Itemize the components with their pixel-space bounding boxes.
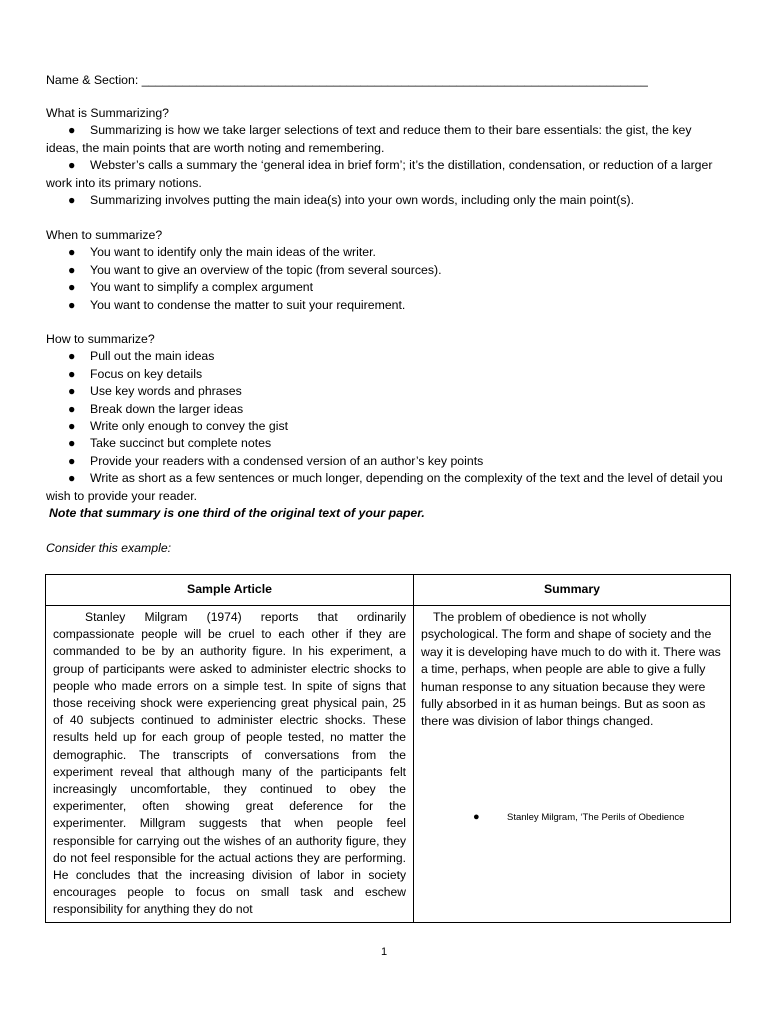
name-section-line [46,72,646,89]
how-bullet-8: ● Write as short as a few sentences or much longer, depending on the complexity of the text and the level of detail you wish to provide your reader. [46,471,723,503]
sample-article-header: Sample Article [46,575,414,606]
bullet-icon: ● [68,366,76,381]
how-bullet-3: ● Use key words and phrases [68,383,726,400]
citation [415,809,729,826]
citation-text: Stanley Milgram, ‘The Perils of Obedience [507,811,685,823]
when-bullet-2: ● You want to give an overview of the topic (from several sources). [68,262,726,279]
how-bullet-7: ● Provide your readers with a condensed version of an author’s key points [68,453,726,470]
bullet-icon: ● [68,471,76,486]
bullet-icon: ● [68,436,76,451]
what-bullet-2: ● Webster’s calls a summary the ‘general idea in brief form’; it’s the distillation, condensation, or reduction of a larger work into its primary notions. [46,158,713,190]
how-to-summarize-section [46,331,726,522]
bullet-icon: ● [473,810,480,823]
when-bullet-4: ● You want to condense the matter to suit your requirement. [68,297,726,314]
how-bullet-6: ● Take succinct but complete notes [68,435,726,452]
sample-article-text: Stanley Milgram (1974) reports that ordinarily compassionate people will be cruel to each other if they are commanded to be by an authority figure. In his experiment, a group of participants were asked to administer electric shocks to people who made errors on a simple test. In spite of signs that those receiving shock were experiencing great physical pain, 25 of 40 subjects continued to administer electric shocks. These results held up for each group of people tested, no matter the demographic. The transcripts of conversations from the experiment reveal that although many of the participants felt increasingly uncomfortable, they continued to obey the experimenter, often showing great deference for the experimenter. Millgram suggests that when people feel responsible for carrying out the wishes of an authority figure, they do not feel responsible for the actual actions they are performing. He concludes that the increasing division of labor in society encourages people to focus on small task and eschew responsibility for anything they do not [53,610,406,917]
bullet-icon: ● [68,349,76,364]
name-section-label: Name & Section: [46,73,139,87]
page-number: 1 [380,946,388,958]
how-bullet-5: ● Write only enough to convey the gist [68,418,726,435]
how-to-summarize-heading: How to summarize? [46,332,155,346]
when-to-summarize-section [46,227,726,314]
when-bullet-1: ● You want to identify only the main ideas of the writer. [68,244,726,261]
bullet-icon: ● [68,297,76,312]
summary-cell [414,606,731,923]
how-bullet-1: ● Pull out the main ideas [68,348,726,365]
what-bullet-1: ● Summarizing is how we take larger selections of text and reduce them to their bare essentials: the gist, the key ideas, the main points that are worth noting and remembering. [46,123,692,155]
bullet-icon: ● [68,401,76,416]
bullet-icon: ● [68,453,76,468]
what-is-summarizing-section [46,105,726,209]
bullet-icon: ● [68,419,76,434]
bullet-icon: ● [68,123,76,138]
sample-article-cell [46,606,414,923]
example-table [45,574,731,923]
bullet-icon: ● [68,384,76,399]
bullet-icon: ● [68,262,76,277]
bullet-icon: ● [68,280,76,295]
what-bullet-3: ● Summarizing involves putting the main idea(s) into your own words, including only the main point(s). [68,192,726,209]
how-bullet-4: ● Break down the larger ideas [68,401,726,418]
summary-text: The problem of obedience is not wholly psychological. The form and shape of society and the way it is developing have much to do with it. There was a time, perhaps, when people are able to give a fully human response to any situation because they were fully absorbed in it as human beings. But as soon as there was division of labor things changed. [421,610,721,729]
when-bullet-3: ● You want to simplify a complex argument [68,279,726,296]
bullet-icon: ● [68,245,76,260]
summary-header: Summary [414,575,731,606]
name-section-blank: __________________________________________________________________________ [141,73,648,87]
what-is-summarizing-heading: What is Summarizing? [46,106,170,120]
bullet-icon: ● [68,193,76,208]
bullet-icon: ● [68,158,76,173]
summary-length-note: Note that summary is one third of the original text of your paper. [49,506,425,521]
how-bullet-2: ● Focus on key details [68,366,726,383]
example-intro: Consider this example: [46,541,172,555]
when-to-summarize-heading: When to summarize? [46,228,163,242]
